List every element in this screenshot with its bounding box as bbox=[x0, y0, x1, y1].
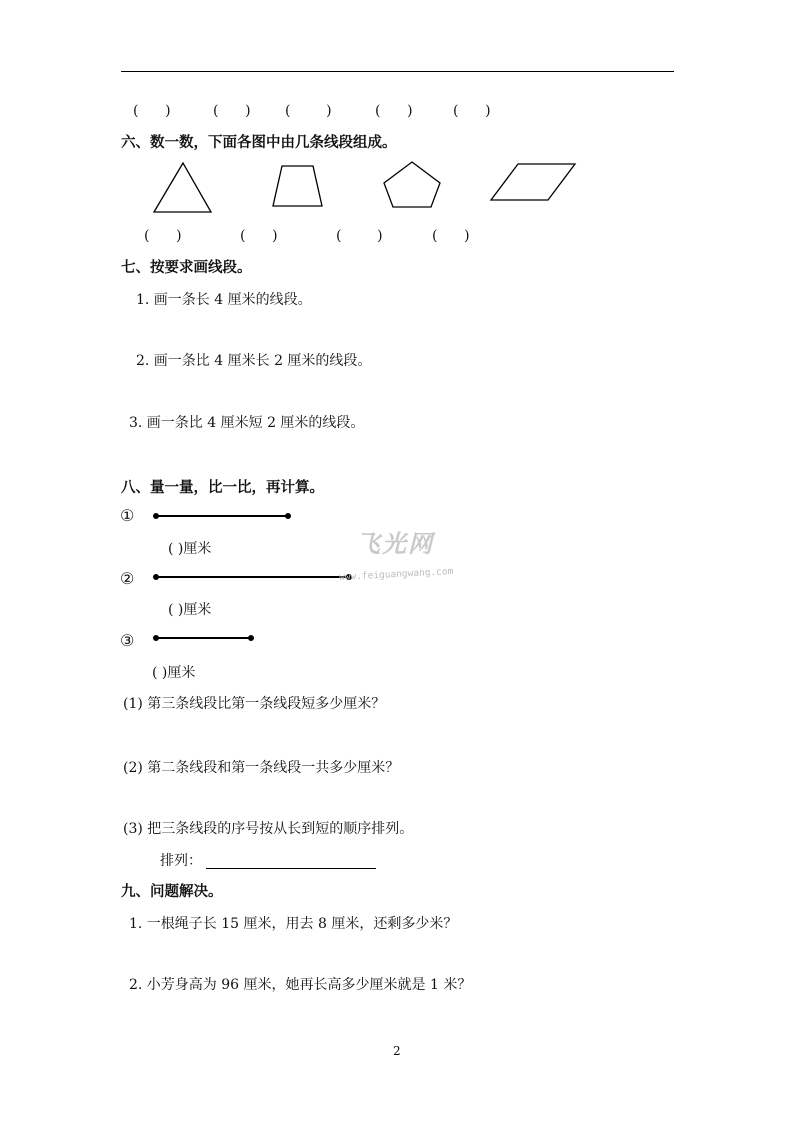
triangle-shape bbox=[154, 163, 211, 212]
section-7-heading: 七、按要求画线段。 bbox=[121, 260, 252, 276]
watermark-logo: 飞光网 bbox=[356, 530, 434, 558]
page-number: 2 bbox=[393, 1044, 401, 1058]
length-answer: ( )厘米 bbox=[152, 665, 196, 681]
line-segment-3 bbox=[156, 637, 251, 639]
length-answer: ( )厘米 bbox=[168, 602, 212, 618]
task-item: 1. 画一条长 4 厘米的线段。 bbox=[136, 292, 312, 308]
task-item: 3. 画一条比 4 厘米短 2 厘米的线段。 bbox=[129, 415, 365, 431]
answer-blank: ( ) bbox=[240, 228, 278, 244]
shapes-figure bbox=[0, 0, 793, 230]
watermark-url: www.feiguangwang.com bbox=[338, 566, 454, 583]
order-answer-line[interactable] bbox=[206, 868, 376, 869]
answer-blank: ( ) bbox=[133, 103, 171, 119]
trapezoid-shape bbox=[273, 166, 322, 206]
line-segment-2 bbox=[156, 576, 349, 578]
pentagon-shape bbox=[384, 162, 440, 207]
question-item: (3) 把三条线段的序号按从长到短的顺序排列。 bbox=[123, 821, 414, 837]
parallelogram-shape bbox=[491, 164, 575, 200]
segment-endpoint bbox=[285, 513, 291, 519]
section-6-heading: 六、数一数，下面各图中由几条线段组成。 bbox=[121, 135, 397, 151]
question-item: (1) 第三条线段比第一条线段短多少厘米？ bbox=[123, 696, 386, 712]
order-label: 排列： bbox=[160, 853, 202, 869]
problem-item: 1. 一根绳子长 15 厘米，用去 8 厘米，还剩多少米？ bbox=[129, 916, 458, 932]
line-segment-1 bbox=[156, 515, 288, 517]
segment-marker: ① bbox=[120, 506, 135, 525]
answer-blank: ( ) bbox=[144, 228, 182, 244]
problem-item: 2. 小芳身高为 96 厘米，她再长高多少厘米就是 1 米？ bbox=[129, 977, 472, 993]
answer-blank: ( ) bbox=[432, 228, 470, 244]
segment-endpoint bbox=[248, 635, 254, 641]
segment-marker: ③ bbox=[120, 631, 135, 650]
section-8-heading: 八、量一量，比一比，再计算。 bbox=[121, 480, 324, 496]
answer-blank: ( ) bbox=[375, 103, 413, 119]
answer-blank: ( ) bbox=[213, 103, 251, 119]
segment-marker: ② bbox=[120, 569, 135, 588]
answer-blank: ( ) bbox=[336, 228, 383, 244]
question-item: (2) 第二条线段和第一条线段一共多少厘米？ bbox=[123, 760, 400, 776]
answer-blank: ( ) bbox=[285, 103, 332, 119]
section-9-heading: 九、问题解决。 bbox=[121, 884, 223, 900]
task-item: 2. 画一条比 4 厘米长 2 厘米的线段。 bbox=[136, 353, 372, 369]
length-answer: ( )厘米 bbox=[168, 541, 212, 557]
answer-blank: ( ) bbox=[453, 103, 491, 119]
